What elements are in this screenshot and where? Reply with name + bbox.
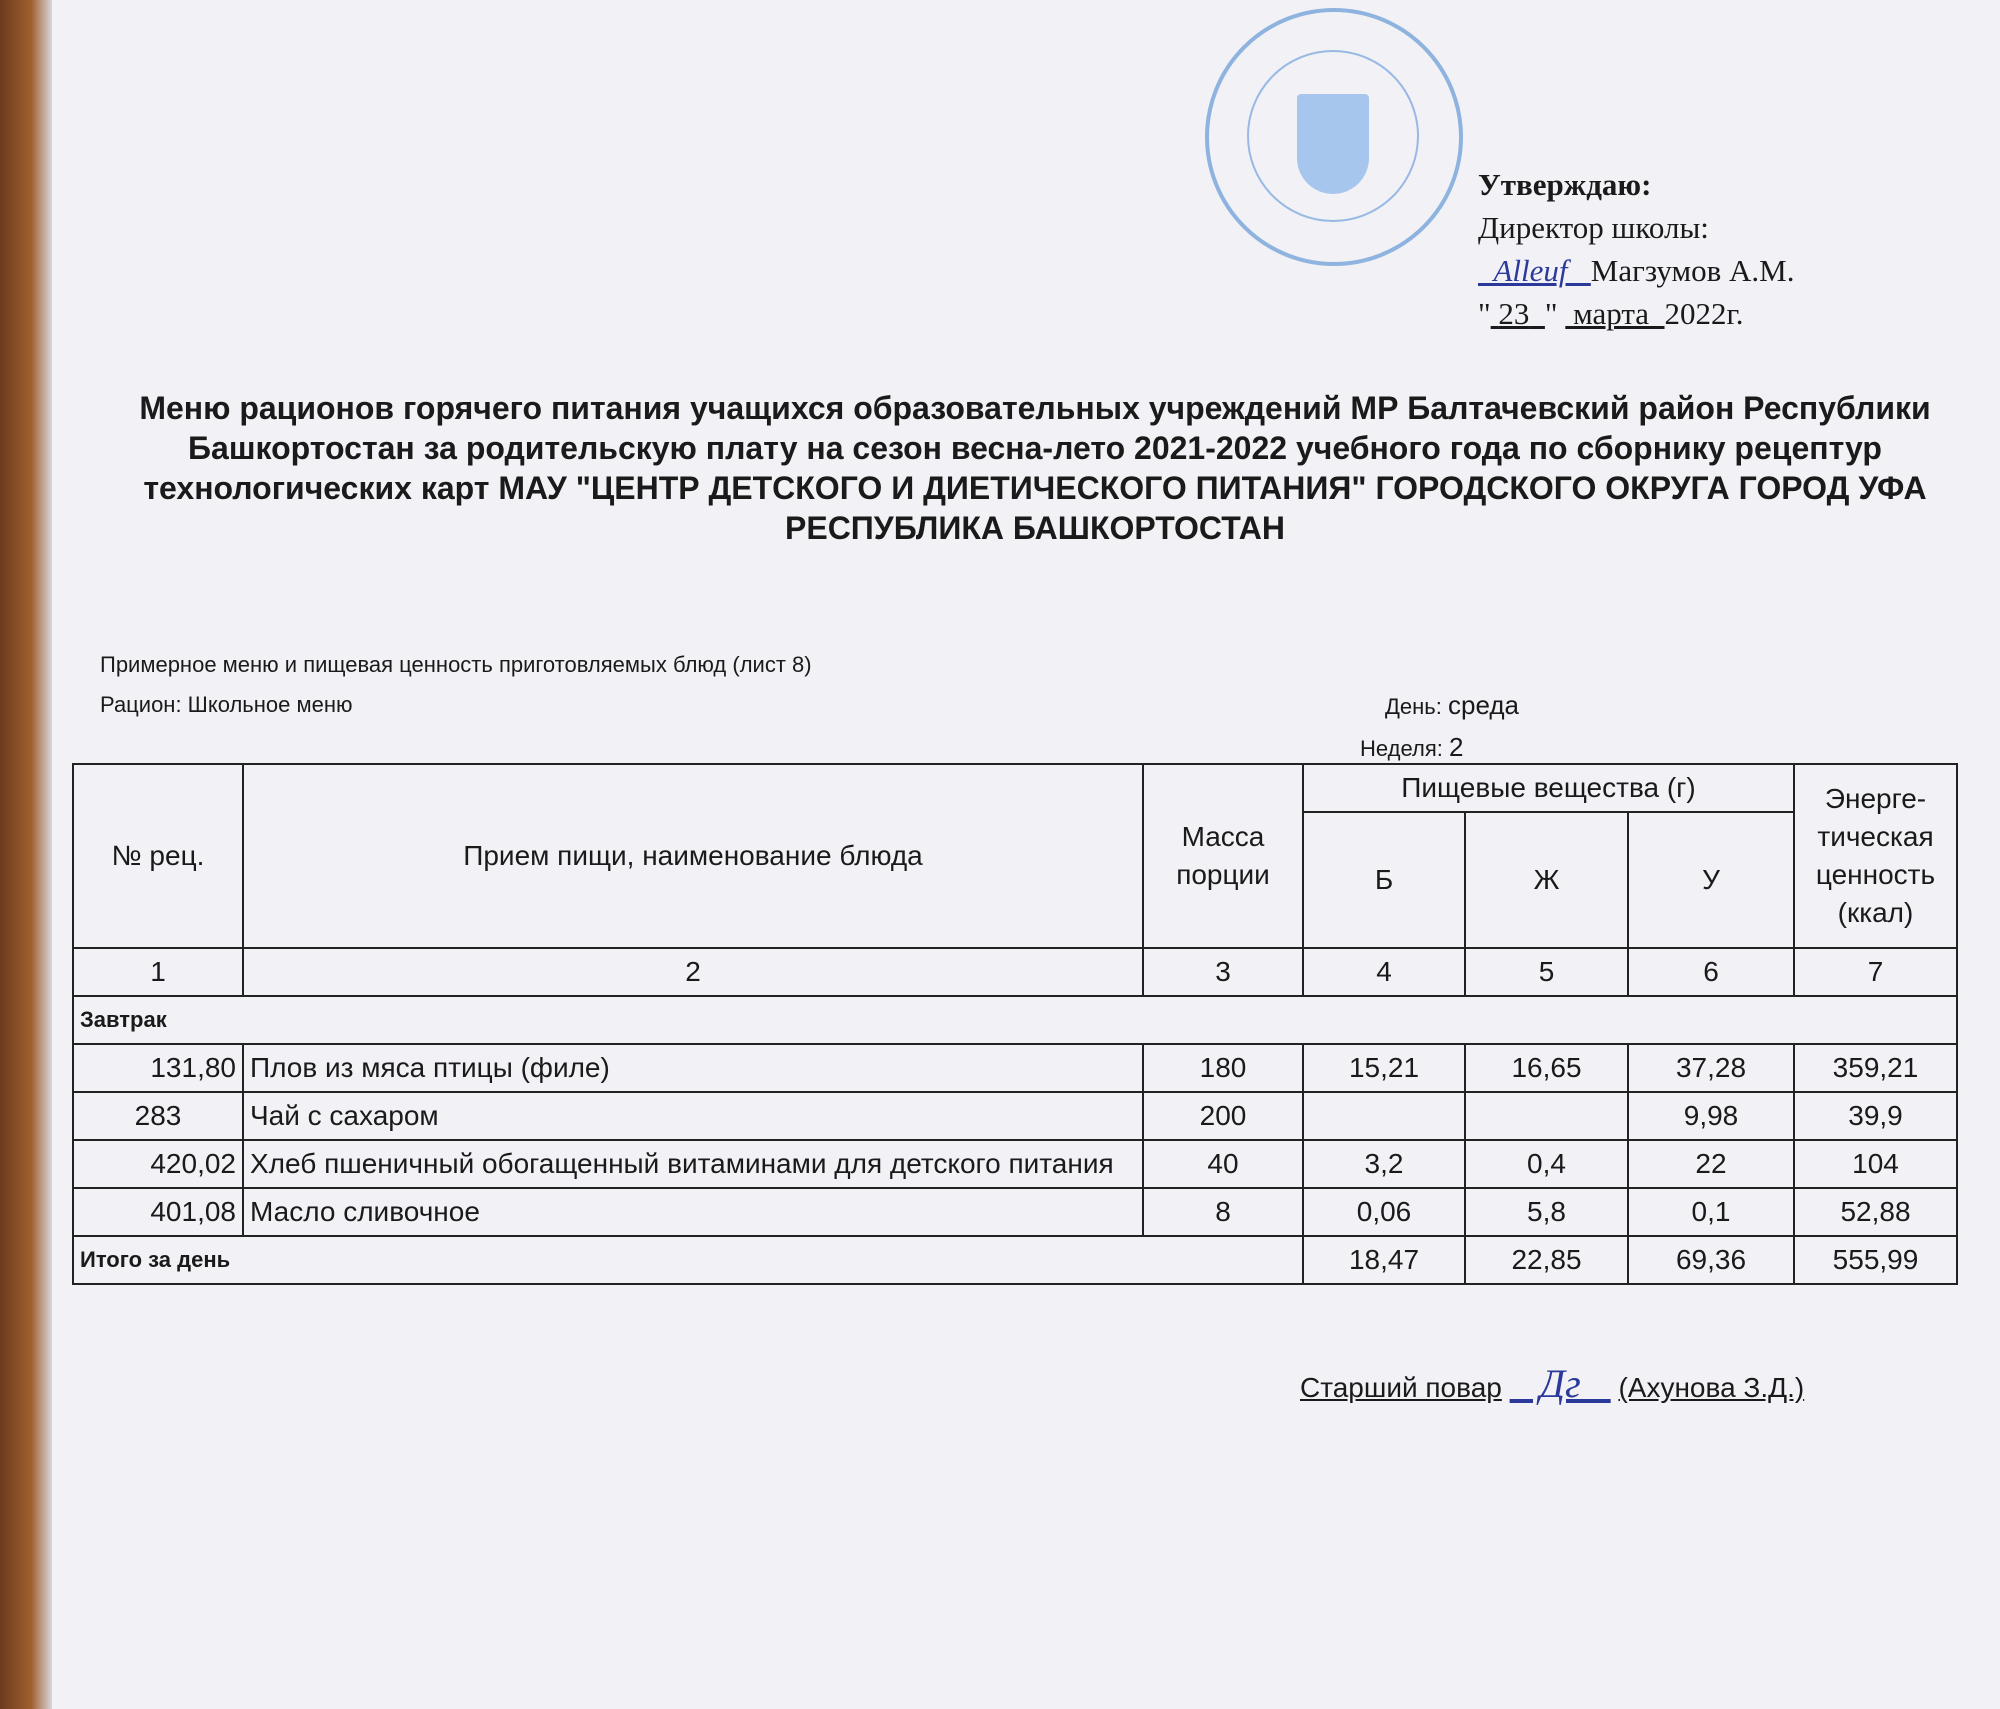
approval-month: марта — [1573, 296, 1650, 331]
table-row — [73, 1092, 1957, 1140]
energy: 104 — [1794, 1140, 1957, 1188]
col-number: 3 — [1143, 948, 1303, 996]
cook-signature-block — [1300, 1360, 1804, 1407]
director-signature: Alleuf — [1478, 253, 1591, 288]
fat: 5,8 — [1465, 1188, 1628, 1236]
director-name: Магзумов А.М. — [1590, 253, 1795, 288]
section-breakfast: Завтрак — [73, 996, 1957, 1044]
recipe-num: 401,08 — [73, 1188, 243, 1236]
header-num: № рец. — [73, 764, 243, 948]
carbs: 9,98 — [1628, 1092, 1794, 1140]
protein: 15,21 — [1303, 1044, 1465, 1092]
col-number: 4 — [1303, 948, 1465, 996]
recipe-num: 131,80 — [73, 1044, 243, 1092]
column-numbers-row — [73, 948, 1957, 996]
protein: 0,06 — [1303, 1188, 1465, 1236]
coat-of-arms-icon — [1297, 94, 1369, 194]
approval-year: 2022г. — [1664, 296, 1744, 331]
cook-signature: Дг — [1509, 1361, 1611, 1406]
protein: 3,2 — [1303, 1140, 1465, 1188]
table-row — [73, 1140, 1957, 1188]
header-carbs: У — [1628, 812, 1794, 948]
total-row — [73, 1236, 1957, 1284]
protein — [1303, 1092, 1465, 1140]
mass: 40 — [1143, 1140, 1303, 1188]
table-row — [73, 1044, 1957, 1092]
header-energy: Энерге-тическая ценность (ккал) — [1794, 764, 1957, 948]
menu-table — [72, 763, 1958, 1285]
carbs: 37,28 — [1628, 1044, 1794, 1092]
dish-name: Масло сливочное — [243, 1188, 1143, 1236]
mass: 180 — [1143, 1044, 1303, 1092]
approval-day: 23 — [1498, 296, 1530, 331]
carbs: 0,1 — [1628, 1188, 1794, 1236]
table-row — [73, 1188, 1957, 1236]
approval-position: Директор школы: — [1478, 210, 1709, 245]
energy: 39,9 — [1794, 1092, 1957, 1140]
total-protein: 18,47 — [1303, 1236, 1465, 1284]
fat — [1465, 1092, 1628, 1140]
approval-block: Утверждаю: Директор школы: Alleuf Магзумов А.М. " 23 " марта 2022г. — [1478, 167, 1795, 331]
day-label: День: — [1385, 694, 1442, 719]
mass: 200 — [1143, 1092, 1303, 1140]
total-carbs: 69,36 — [1628, 1236, 1794, 1284]
header-mass: Масса порции — [1143, 764, 1303, 948]
fat: 16,65 — [1465, 1044, 1628, 1092]
page-edge — [0, 0, 52, 1709]
dish-name: Хлеб пшеничный обогащенный витаминами для детского питания — [243, 1140, 1143, 1188]
total-energy: 555,99 — [1794, 1236, 1957, 1284]
mass: 8 — [1143, 1188, 1303, 1236]
cook-name: (Ахунова З.Д.) — [1618, 1372, 1805, 1403]
col-number: 5 — [1465, 948, 1628, 996]
col-number: 7 — [1794, 948, 1957, 996]
dish-name: Плов из мяса птицы (филе) — [243, 1044, 1143, 1092]
ration-label: Рацион: Школьное меню — [100, 692, 353, 717]
recipe-num: 420,02 — [73, 1140, 243, 1188]
header-nutrients: Пищевые вещества (г) — [1303, 764, 1794, 812]
total-label: Итого за день — [73, 1236, 1303, 1284]
approval-heading: Утверждаю: — [1478, 167, 1652, 202]
col-number: 2 — [243, 948, 1143, 996]
total-fat: 22,85 — [1465, 1236, 1628, 1284]
day-value: среда — [1447, 690, 1519, 720]
col-number: 6 — [1628, 948, 1794, 996]
col-number: 1 — [73, 948, 243, 996]
energy: 359,21 — [1794, 1044, 1957, 1092]
week-label: Неделя: — [1360, 736, 1443, 761]
week-value: 2 — [1448, 732, 1464, 762]
subtitle: Примерное меню и пищевая ценность приготовляемых блюд (лист 8) — [100, 652, 812, 677]
header-protein: Б — [1303, 812, 1465, 948]
header-fat: Ж — [1465, 812, 1628, 948]
official-stamp — [1205, 8, 1463, 266]
page-title: Меню рационов горячего питания учащихся образовательных учреждений МР Балтачевский район Республики Башкортостан за родительскую плату на сезон весна-лето 2021-2022 учебного года по сборнику рецептур технологических карт МАУ "ЦЕНТР ДЕТСКОГО И ДИЕТИЧЕСКОГО ПИТАНИЯ" ГОРОДСКОГО ОКРУГА ГОРОД УФА РЕСПУБЛИКА БАШКОРТОСТАН — [139, 390, 1931, 546]
fat: 0,4 — [1465, 1140, 1628, 1188]
cook-position: Старший повар — [1300, 1372, 1502, 1403]
energy: 52,88 — [1794, 1188, 1957, 1236]
recipe-num: 283 — [73, 1092, 243, 1140]
header-dish: Прием пищи, наименование блюда — [243, 764, 1143, 948]
dish-name: Чай с сахаром — [243, 1092, 1143, 1140]
carbs: 22 — [1628, 1140, 1794, 1188]
